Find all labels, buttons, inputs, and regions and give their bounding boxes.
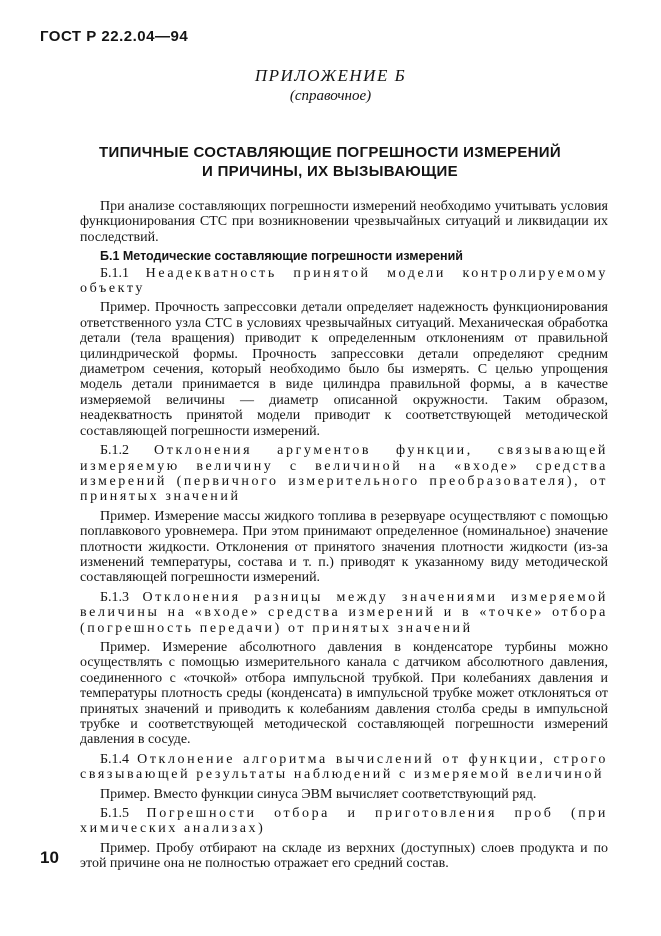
- appendix-title: ПРИЛОЖЕНИЕ Б: [254, 66, 407, 85]
- item-title: [80, 752, 608, 783]
- example-paragraph: Пример. Вместо функции синуса ЭВМ вычисляет соответствующий ряд.: [100, 786, 537, 802]
- item-number: Б.1.3: [100, 589, 130, 605]
- item-title: [80, 590, 608, 636]
- example-paragraph: Пример. Прочность запрессовки детали определяет надежность функционирования ответственного узла СТС в условиях чрезвычайных ситуаций. Механическая обработка детали (тела вращения) приводит к определенным отклонениям от правильной цилиндрической формы. Прочность запрессовки детали определяют средним диаметром сечения, который необходимо было бы измерять. С целью упрощения модель детали принимается в виде цилиндра правильной формы, а в качестве измеряемой величины — диаметр описанной окружности. Таким образом, неадекватность принятой модели приводит к соответствующей методической составляющей погрешности измерений.: [80, 300, 608, 439]
- item-title-text: Неадекватность принятой модели контролируемому объекту: [80, 265, 608, 297]
- section-heading: Б.1 Методические составляющие погрешности измерений: [100, 249, 463, 264]
- document-body: [80, 199, 608, 876]
- item-title: [80, 443, 608, 505]
- document-header: ГОСТ Р 22.2.04—94: [40, 28, 189, 45]
- main-title: [60, 143, 600, 181]
- item-title-text: Отклонения разницы между значениями измеряемой величины на «входе» средства измерений и в «точке» отбора (погрешность передачи) от принятых значений: [80, 589, 608, 636]
- item-title: [80, 266, 608, 297]
- item-title-text: Отклонения аргументов функции, связывающей измеряемую величину с величиной на «входе» средства измерений (первичного измерительного преобразователя), от принятых значений: [80, 443, 608, 505]
- item-number: Б.1.4: [100, 751, 130, 767]
- item-title: [80, 806, 608, 837]
- item-title-text: Погрешности отбора и приготовления проб (при химических анализах): [80, 806, 608, 837]
- item-title-text: Отклонение алгоритма вычислений от функции, строго связывающей результаты наблюдений с измеряемой величиной: [80, 751, 608, 783]
- item-number: Б.1.2: [100, 443, 130, 459]
- intro-paragraph: При анализе составляющих погрешности измерений необходимо учитывать условия функционирования СТС при возникновении чрезвычайных ситуаций и ликвидации их последствий.: [80, 199, 608, 245]
- main-title-line-1: ТИПИЧНЫЕ СОСТАВЛЯЮЩИЕ ПОГРЕШНОСТИ ИЗМЕРЕНИЙ: [99, 144, 561, 161]
- main-title-line-2: И ПРИЧИНЫ, ИХ ВЫЗЫВАЮЩИЕ: [202, 163, 458, 180]
- example-paragraph: Пример. Пробу отбирают на складе из верхних (доступных) слоев продукта и по этой причине она не полностью отражает его средний состав.: [80, 840, 608, 872]
- example-paragraph: Пример. Измерение массы жидкого топлива в резервуаре осуществляют с помощью поплавкового уровнемера. При этом принимают определенное (номинальное) значение плотности жидкости. Отклонения от принятого значения плотности жидкости (из-за изменений температуры, состава и т. п.) приводят к указанному виду методической составляющей погрешности измерений.: [80, 508, 608, 586]
- appendix-subtitle: (справочное): [289, 88, 372, 104]
- example-paragraph: Пример. Измерение абсолютного давления в конденсаторе турбины можно осуществлять с помощью измерительного канала с датчиком абсолютного давления, соединенного с «точкой» отбора импульсной трубкой. При колебаниях давления и температуры плотность среды (конденсата) в импульсной трубке может отклоняться от принятых значений и приводить к колебаниям давления столба среды в импульсной трубке и соответствующей методической составляющей погрешности измерений давления в сосуде.: [80, 639, 608, 748]
- item-number: Б.1.5: [100, 806, 130, 822]
- item-number: Б.1.1: [100, 265, 130, 281]
- page-number: 10: [40, 848, 59, 867]
